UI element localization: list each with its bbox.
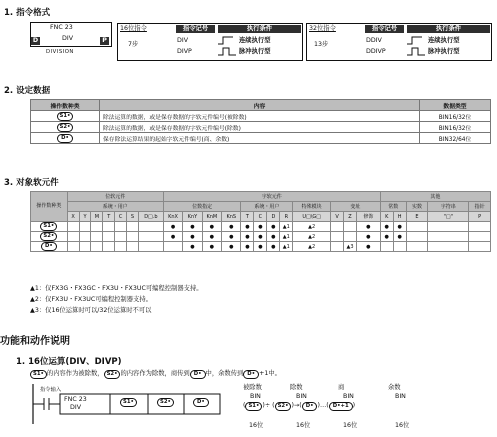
desc-text: 的内容作为除数，商传到 (120, 370, 190, 377)
bit16-mnem1: DIV (177, 37, 189, 44)
device-cell: ● (241, 242, 254, 252)
device-cell: ● (222, 222, 241, 232)
bit32-mnem2: DDIVP (366, 48, 386, 55)
type-cell: BIN16/32位 (420, 111, 491, 122)
divide-symbol: ÷ (264, 402, 271, 409)
device-cell (331, 242, 344, 252)
operand-d: D• (190, 370, 206, 379)
col-header: KnY (183, 212, 202, 222)
head-quotient: 商 (338, 384, 345, 391)
bits-label: 16位 (395, 422, 410, 429)
device-cell: ● (183, 222, 202, 232)
device-cell (428, 242, 469, 252)
col-header: T (103, 212, 115, 222)
device-cell: ▲2 (293, 232, 331, 242)
instruction-symbol-box (30, 22, 112, 55)
device-cell (406, 232, 428, 242)
device-cell (91, 222, 103, 232)
operand-d: D• (57, 134, 73, 143)
content-cell: 除法运算的数据，或是保存数据的字软元件编号(被除数) (100, 111, 420, 122)
settings-table (30, 99, 491, 144)
h-index: 变址 (331, 202, 381, 212)
device-cell: ● (183, 232, 202, 242)
bit32-cond2: 脉冲执行型 (428, 48, 460, 55)
h-const: 常数 (380, 202, 406, 212)
arrow-symbol: → (293, 402, 300, 409)
operand-d: D• (41, 242, 57, 251)
bit16-steps: 7步 (128, 41, 139, 48)
header-datatype: 数据类型 (420, 100, 491, 111)
formula-line: ( S1• )÷ ( S2• )→( D• )…( D•+1 ) (243, 402, 356, 409)
device-cell: ● (393, 232, 406, 242)
section4-title: 功能和动作说明 (0, 336, 70, 347)
h-bit: 位软元件 (67, 192, 163, 202)
device-row (31, 222, 491, 232)
col-header: Y (79, 212, 91, 222)
section3-title: 3. 对象软元件 (4, 178, 59, 188)
section1-title: 1. 指令格式 (4, 8, 51, 18)
bit16-sym-head: 指令记号 (176, 25, 215, 33)
device-row (31, 232, 491, 242)
h-word: 字软元件 (163, 192, 380, 202)
settings-row (31, 122, 491, 133)
ladder-d: D• (193, 398, 209, 407)
device-cell: ● (202, 222, 221, 232)
bit32-box (306, 23, 492, 61)
device-header-row1 (31, 192, 491, 202)
col-header: KnM (202, 212, 221, 222)
device-cell (103, 232, 115, 242)
device-cell: ▲3 (344, 242, 357, 252)
settings-header-row (31, 100, 491, 111)
operand-s1: S1• (40, 222, 57, 231)
device-cell: ● (254, 232, 267, 242)
settings-row (31, 111, 491, 122)
device-row (31, 242, 491, 252)
device-cell (406, 222, 428, 232)
desc-text: 的内容作为被除数， (46, 370, 104, 377)
operand-s1: S1• (30, 370, 47, 379)
col-header: T (241, 212, 254, 222)
device-cell: ● (267, 222, 280, 232)
device-cell (103, 242, 115, 252)
device-cell: ● (241, 222, 254, 232)
h-opkind: 操作数种类 (31, 192, 68, 222)
col-header: C (115, 212, 127, 222)
col-header: H (393, 212, 406, 222)
formula-s2: S2• (275, 402, 292, 411)
device-cell: ▲2 (293, 242, 331, 252)
device-header-row2 (31, 202, 491, 212)
device-cell: ● (202, 242, 221, 252)
device-cell (380, 242, 393, 252)
bit16-cond-head: 执行条件 (218, 25, 301, 33)
section4-subtitle: 1. 16位运算(DIV、DIVP) (16, 357, 122, 367)
bit32-cond1: 连续执行型 (428, 37, 460, 44)
h-bitspec: 位数指定 (163, 202, 241, 212)
device-cell: ▲1 (280, 242, 293, 252)
col-header: S (127, 212, 139, 222)
pulse-edge-icon (218, 47, 238, 56)
note-3: ▲3：仅16位运算时可以/32位运算时不可以 (30, 307, 152, 314)
col-header: M (91, 212, 103, 222)
note-2: ▲2：仅FX3U・FX3UC可编程控制器支持。 (30, 296, 152, 303)
bit16-mnem2: DIVP (177, 48, 192, 55)
col-header: D (267, 212, 280, 222)
device-cell: ▲1 (280, 232, 293, 242)
device-cell: ● (356, 242, 380, 252)
fnc-number: FNC 23 (50, 24, 73, 31)
col-header: 修饰 (356, 212, 380, 222)
col-header: P (469, 212, 491, 222)
bin-label: BIN (343, 393, 354, 400)
device-cell (67, 232, 79, 242)
device-cell (428, 222, 469, 232)
device-cell (428, 232, 469, 242)
device-cell (406, 242, 428, 252)
content-cell: 除法运算的数据，或是保存数据的字软元件编号(除数) (100, 122, 420, 133)
device-cell (331, 232, 344, 242)
ladder-fnc: FNC 23 (64, 396, 87, 403)
ellipsis: … (319, 402, 327, 409)
device-cell (67, 242, 79, 252)
ladder-s1: S1• (120, 398, 137, 407)
bits-label: 16位 (249, 422, 264, 429)
bit16-cond1: 连续执行型 (239, 37, 271, 44)
bit32-cond-head: 执行条件 (407, 25, 490, 33)
col-header: R (280, 212, 293, 222)
device-cell (138, 222, 163, 232)
device-cell (344, 222, 357, 232)
device-cell (115, 222, 127, 232)
device-cell (331, 222, 344, 232)
device-cell: ● (183, 242, 202, 252)
device-cell: ● (380, 232, 393, 242)
bit16-box (117, 23, 303, 61)
formula-d1: D•+1 (329, 402, 353, 411)
col-header: U□\G□ (293, 212, 331, 222)
continuous-pulse-icon (218, 36, 238, 45)
device-cell: ● (267, 232, 280, 242)
device-cell: ● (356, 232, 380, 242)
p-flag: P (100, 37, 109, 45)
device-cell (127, 242, 139, 252)
device-cell (469, 242, 491, 252)
col-header: C (254, 212, 267, 222)
operand-s2: S2• (57, 123, 74, 132)
device-cell: ● (380, 222, 393, 232)
pulse-edge-icon (407, 47, 427, 56)
col-header: "□" (428, 212, 469, 222)
bit32-mnem1: DDIV (366, 37, 382, 44)
device-cell: ● (202, 232, 221, 242)
head-remainder: 余数 (388, 384, 401, 391)
operand-s1: S1• (57, 112, 74, 121)
device-cell (127, 222, 139, 232)
h-special: 特殊模块 (293, 202, 331, 212)
desc-text: +1中。 (259, 370, 281, 377)
device-cell (469, 222, 491, 232)
bit32-steps: 13步 (314, 41, 329, 48)
h-string: 字符串 (428, 202, 469, 212)
formula-d: D• (302, 402, 318, 411)
note-1: ▲1：仅FX3G・FX3GC・FX3U・FX3UC可编程控制器支持。 (30, 285, 203, 292)
type-cell: BIN32/64位 (420, 133, 491, 144)
input-label: 指令输入 (40, 387, 62, 393)
device-cell: ● (163, 222, 182, 232)
device-cell (138, 242, 163, 252)
device-header-row3 (31, 212, 491, 222)
col-header: D□.b (138, 212, 163, 222)
device-cell (163, 242, 182, 252)
device-cell (103, 222, 115, 232)
col-header: K (380, 212, 393, 222)
settings-row (31, 133, 491, 144)
mnemonic: DIV (62, 35, 74, 42)
device-cell: ● (356, 222, 380, 232)
device-cell: ● (222, 242, 241, 252)
formula-s1: S1• (245, 402, 262, 411)
device-cell (115, 232, 127, 242)
device-cell: ▲1 (280, 222, 293, 232)
device-cell: ● (393, 222, 406, 232)
device-cell (79, 232, 91, 242)
instruction-caption: DIVISION (46, 49, 74, 55)
h-pointer: 指针 (469, 202, 491, 212)
ladder-mnem: DIV (70, 404, 82, 411)
col-header: E (406, 212, 428, 222)
desc-text: 中，余数传到 (205, 370, 244, 377)
col-header: X (67, 212, 79, 222)
device-table (30, 191, 491, 252)
continuous-pulse-icon (407, 36, 427, 45)
bin-label: BIN (296, 393, 307, 400)
device-cell (393, 242, 406, 252)
device-cell (138, 232, 163, 242)
device-cell (67, 222, 79, 232)
header-operand: 操作数种类 (31, 100, 100, 111)
device-cell: ▲2 (293, 222, 331, 232)
bit16-cond2: 脉冲执行型 (239, 48, 271, 55)
h-sysuser2: 系统・用户 (241, 202, 293, 212)
device-cell (344, 232, 357, 242)
device-cell: ● (267, 242, 280, 252)
col-header: V (331, 212, 344, 222)
bit16-head: 16位指令 (120, 25, 147, 32)
device-cell (91, 242, 103, 252)
h-sysuser: 系统・用户 (67, 202, 163, 212)
bit32-sym-head: 指令记号 (365, 25, 404, 33)
device-cell (127, 232, 139, 242)
type-cell: BIN16/32位 (420, 122, 491, 133)
h-other: 其他 (380, 192, 490, 202)
operand-s2: S2• (40, 232, 57, 241)
h-real: 实数 (406, 202, 428, 212)
device-cell: ● (254, 242, 267, 252)
col-header: KnX (163, 212, 182, 222)
header-content: 内容 (100, 100, 420, 111)
head-divisor: 除数 (290, 384, 303, 391)
device-cell: ● (254, 222, 267, 232)
ladder-s2: S2• (157, 398, 174, 407)
device-cell (79, 242, 91, 252)
result-formula (243, 384, 497, 437)
bin-label: BIN (395, 393, 406, 400)
device-cell: ● (222, 232, 241, 242)
bits-label: 16位 (343, 422, 358, 429)
function-description (30, 370, 281, 379)
operand-d: D• (243, 370, 259, 379)
device-cell (115, 242, 127, 252)
bits-label: 16位 (296, 422, 311, 429)
device-cell (79, 222, 91, 232)
device-cell (91, 232, 103, 242)
bin-label: BIN (250, 393, 261, 400)
d-flag: D (32, 37, 39, 44)
device-cell: ● (241, 232, 254, 242)
content-cell: 保存除法运算结果的起始字软元件编号(商、余数) (100, 133, 420, 144)
operand-s2: S2• (104, 370, 121, 379)
device-cell (469, 232, 491, 242)
col-header: Z (344, 212, 357, 222)
device-cell: ● (163, 232, 182, 242)
head-dividend: 被除数 (243, 384, 262, 391)
section2-title: 2. 设定数据 (4, 86, 51, 96)
col-header: KnS (222, 212, 241, 222)
bit32-head: 32位指令 (309, 25, 336, 32)
